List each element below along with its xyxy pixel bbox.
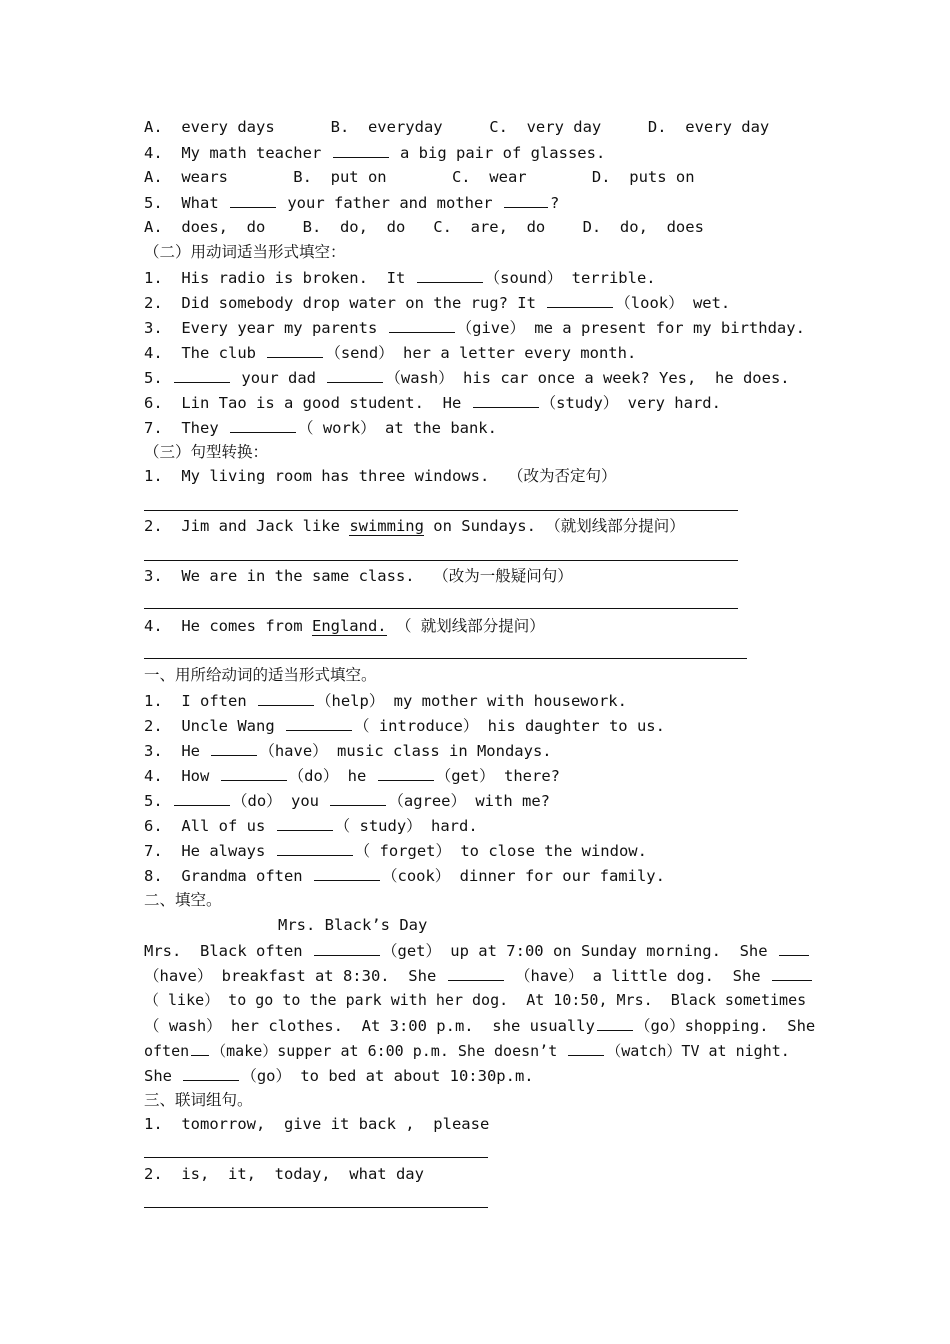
answer-blank[interactable] — [568, 1040, 604, 1056]
answer-blank[interactable] — [389, 317, 455, 333]
transform-item: 2. Jim and Jack like swimming on Sundays. （就划线部分提问） — [144, 517, 685, 535]
answer-blank[interactable] — [378, 765, 434, 781]
exercise-item: 3. He （have） music class in Mondays. — [144, 742, 552, 760]
answer-blank[interactable] — [277, 840, 353, 856]
exercise-item: 7. He always （ forget） to close the window. — [144, 842, 647, 860]
answer-blank[interactable] — [211, 740, 257, 756]
exercise-item: 7. They （ work） at the bank. — [144, 419, 497, 437]
passage-line: often （make）supper at 6:00 p.m. She doesn’t （watch）TV at night. — [144, 1042, 790, 1060]
section-heading: （三）句型转换： — [144, 443, 269, 461]
answer-blank[interactable] — [277, 815, 333, 831]
underlined-word: England. — [311, 617, 387, 635]
answer-blank[interactable] — [772, 965, 812, 981]
exercise-item: 8. Grandma often （cook） dinner for our family. — [144, 867, 665, 885]
exercise-item: 1. His radio is broken. It （sound） terrible. — [144, 269, 656, 287]
section-heading: 二、填空。 — [144, 891, 222, 909]
answer-line[interactable] — [144, 1207, 488, 1208]
exercise-item: 5. your dad （wash） his car once a week? Yes, he does. — [144, 369, 790, 387]
answer-blank[interactable] — [267, 342, 323, 358]
answer-line[interactable] — [144, 658, 747, 659]
answer-blank[interactable] — [183, 1065, 239, 1081]
sentence-item: 1. tomorrow, give it back , please — [144, 1115, 490, 1133]
mc-options-4: A. wears B. put on C. wear D. puts on — [144, 168, 695, 186]
answer-blank[interactable] — [258, 690, 314, 706]
mc-question-5: 5. What your father and mother ? — [144, 194, 560, 212]
exercise-item: 6. Lin Tao is a good student. He （study） very hard. — [144, 394, 721, 412]
answer-blank[interactable] — [333, 142, 389, 158]
answer-blank[interactable] — [174, 367, 230, 383]
exercise-item: 5. （do） you （agree） with me? — [144, 792, 551, 810]
answer-line[interactable] — [144, 608, 738, 609]
exercise-item: 2. Did somebody drop water on the rug? It （look） wet. — [144, 294, 731, 312]
answer-blank[interactable] — [779, 940, 809, 956]
transform-item: 3. We are in the same class. （改为一般疑问句） — [144, 567, 573, 585]
answer-blank[interactable] — [230, 192, 276, 208]
exercise-item: 3. Every year my parents （give） me a present for my birthday. — [144, 319, 805, 337]
transform-item: 1. My living room has three windows. （改为否定句） — [144, 467, 617, 485]
passage-line: （ like） to go to the park with her dog. At 10:50, Mrs. Black sometimes — [144, 991, 807, 1009]
underlined-word: swimming — [349, 517, 424, 535]
answer-blank[interactable] — [547, 292, 613, 308]
mc-options-5: A. does, do B. do, do C. are, do D. do, does — [144, 218, 704, 236]
answer-blank[interactable] — [314, 940, 380, 956]
section-heading: 三、联词组句。 — [144, 1091, 253, 1109]
mc-options-3: A. every days B. everyday C. very day D. every day — [144, 118, 770, 136]
exercise-item: 4. The club （send） her a letter every month. — [144, 344, 637, 362]
answer-line[interactable] — [144, 1157, 488, 1158]
exercise-item: 4. How （do） he （get） there? — [144, 767, 561, 785]
sentence-item: 2. is, it, today, what day — [144, 1165, 424, 1183]
answer-blank[interactable] — [597, 1015, 633, 1031]
exercise-item: 2. Uncle Wang （ introduce） his daughter to us. — [144, 717, 665, 735]
passage-line: （ wash） her clothes. At 3:00 p.m. she usually （go）shopping. She — [144, 1017, 816, 1035]
answer-blank[interactable] — [286, 715, 352, 731]
answer-blank[interactable] — [174, 790, 230, 806]
answer-blank[interactable] — [191, 1040, 209, 1056]
answer-blank[interactable] — [448, 965, 504, 981]
answer-line[interactable] — [144, 560, 738, 561]
passage-line: Mrs. Black often （get） up at 7:00 on Sunday morning. She — [144, 940, 811, 961]
answer-blank[interactable] — [417, 267, 483, 283]
exercise-item: 1. I often （help） my mother with housework. — [144, 692, 627, 710]
answer-line[interactable] — [144, 510, 738, 511]
answer-blank[interactable] — [314, 865, 380, 881]
answer-blank[interactable] — [230, 417, 296, 433]
passage-title: Mrs. Black’s Day — [278, 916, 428, 934]
exercise-item: 6. All of us （ study） hard. — [144, 817, 478, 835]
mc-question-4: 4. My math teacher a big pair of glasses. — [144, 144, 606, 162]
transform-item: 4. He comes from England. （ 就划线部分提问） — [144, 617, 545, 635]
answer-blank[interactable] — [330, 790, 386, 806]
passage-line: She （go） to bed at about 10:30p.m. — [144, 1067, 534, 1085]
answer-blank[interactable] — [504, 192, 548, 208]
section-heading: 一、用所给动词的适当形式填空。 — [144, 666, 377, 684]
answer-blank[interactable] — [473, 392, 539, 408]
section-heading: （二）用动词适当形式填空： — [144, 243, 346, 261]
answer-blank[interactable] — [221, 765, 287, 781]
passage-line: （have） breakfast at 8:30. She （have） a little dog. She — [144, 965, 814, 986]
answer-blank[interactable] — [327, 367, 383, 383]
